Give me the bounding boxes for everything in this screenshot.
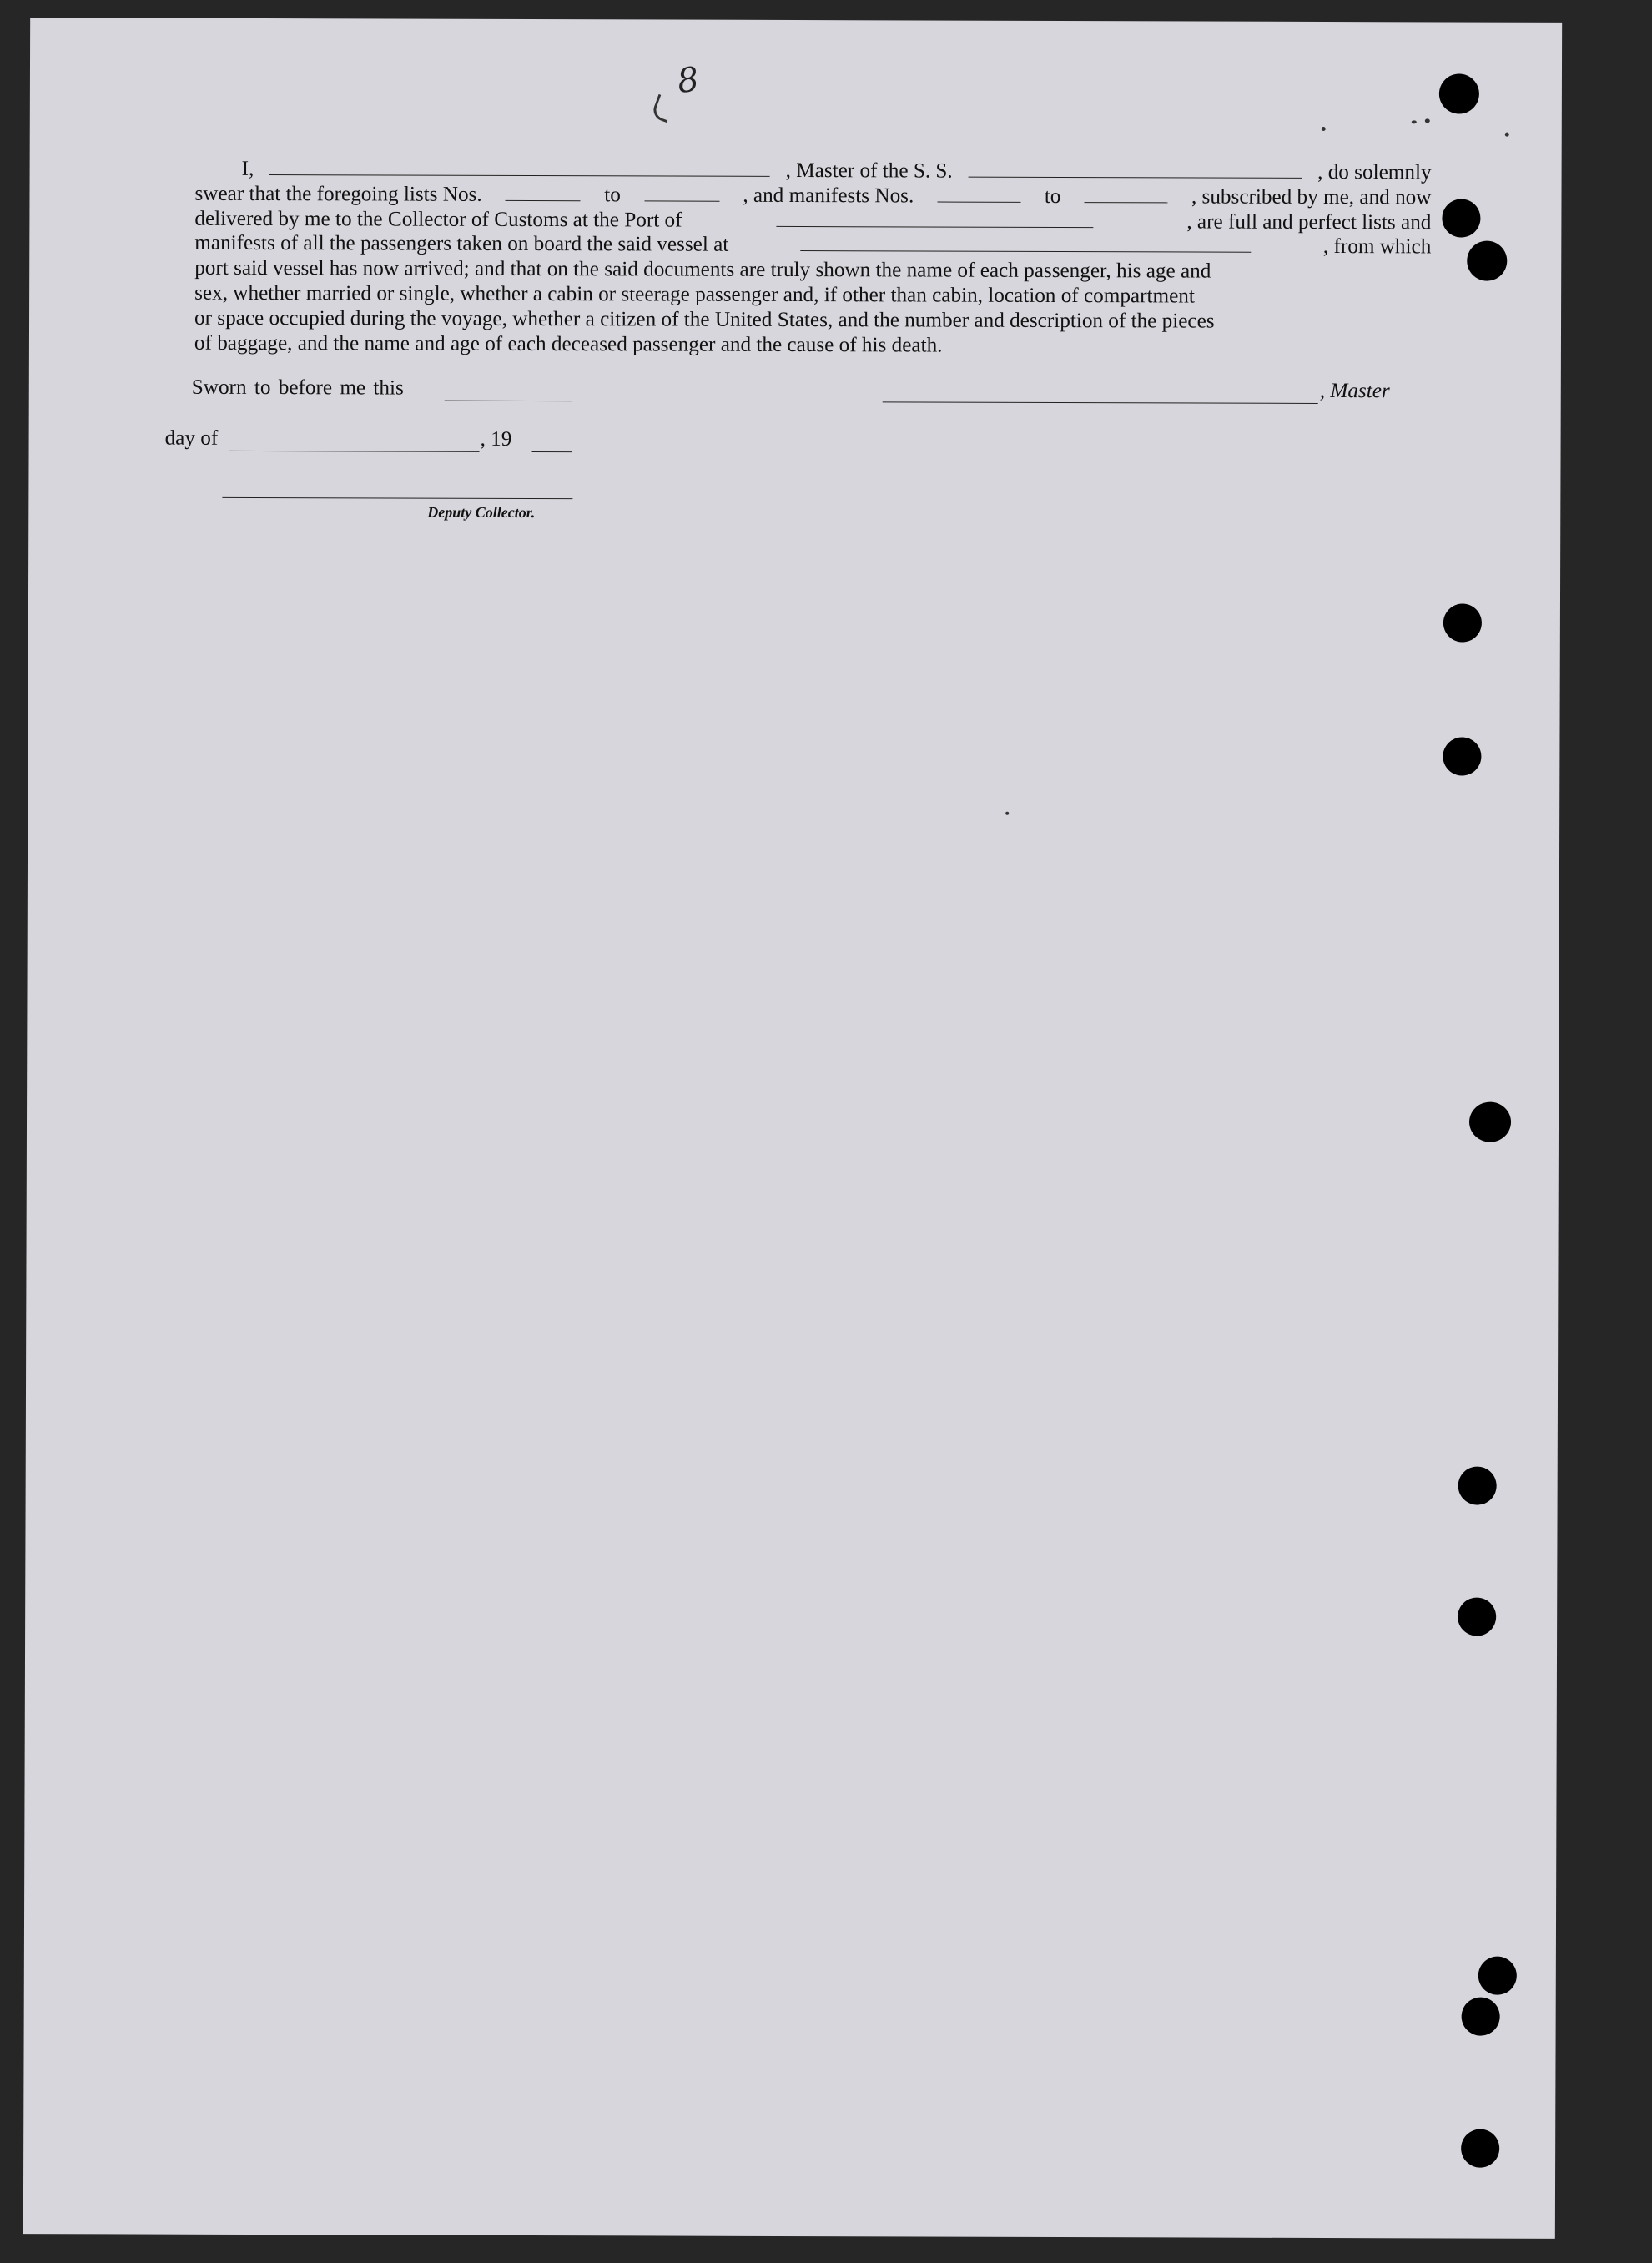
master-suffix: , Master bbox=[1319, 379, 1390, 403]
speck bbox=[1322, 127, 1326, 131]
speck bbox=[1412, 120, 1417, 123]
oath-line bbox=[195, 157, 1432, 185]
document-page bbox=[23, 18, 1562, 2239]
departure-port-field bbox=[801, 250, 1252, 253]
port-field bbox=[776, 226, 1093, 228]
handwritten-stroke bbox=[650, 94, 675, 123]
oath-text: delivered by me to the Collector of Customs at the Port of bbox=[194, 207, 682, 232]
oath-text: , are full and perfect lists and bbox=[1186, 210, 1432, 234]
oath-text: of baggage, and the name and age of each deceased passenger and the cause of his death. bbox=[194, 331, 943, 357]
punch-hole bbox=[1439, 73, 1479, 113]
punch-hole bbox=[1443, 737, 1481, 775]
master-name-field bbox=[269, 174, 770, 177]
oath-line bbox=[194, 306, 1431, 335]
year-field bbox=[532, 451, 572, 452]
oath-text: to bbox=[1044, 184, 1061, 208]
master-signature-field bbox=[883, 401, 1318, 404]
oath-line bbox=[194, 182, 1431, 210]
oath-text: , from which bbox=[1322, 235, 1432, 259]
day-of-label: day of bbox=[164, 426, 219, 450]
master-label bbox=[1320, 380, 1390, 403]
oath-line bbox=[194, 206, 1431, 234]
oath-text: , do solemnly bbox=[1317, 160, 1432, 184]
day-field bbox=[229, 451, 480, 452]
oath-text: or space occupied during the voyage, whether a citizen of the United States, and the number and description of the pieces bbox=[194, 306, 1215, 333]
punch-hole bbox=[1442, 199, 1480, 237]
punch-hole bbox=[1478, 1957, 1517, 1995]
oath-text: , Master of the S. S. bbox=[785, 159, 953, 183]
oath-text: port said vessel has now arrived; and that on the said documents are truly shown the name of each passenger, his age and bbox=[194, 256, 1211, 283]
oath-line bbox=[194, 330, 1431, 359]
oath-text: swear that the foregoing lists Nos. bbox=[194, 182, 482, 206]
manifest-to-field bbox=[1085, 202, 1168, 203]
punch-hole bbox=[1461, 2129, 1499, 2168]
speck bbox=[1425, 118, 1430, 123]
oath-text: , and manifests Nos. bbox=[743, 184, 914, 208]
punch-hole bbox=[1458, 1467, 1497, 1505]
handwritten-mark: 8 bbox=[674, 60, 702, 102]
punch-hole bbox=[1443, 603, 1482, 642]
oath-line bbox=[194, 256, 1431, 285]
oath-text: manifests of all the passengers taken on board the said vessel at bbox=[194, 232, 729, 257]
year-prefix: , 19 bbox=[480, 427, 512, 451]
list-to-field bbox=[644, 200, 719, 201]
deputy-signature-field bbox=[222, 497, 572, 499]
oath-text: to bbox=[604, 184, 621, 207]
speck bbox=[1505, 133, 1509, 137]
list-from-field bbox=[506, 200, 581, 201]
deputy-collector-label: Deputy Collector. bbox=[427, 503, 536, 522]
speck bbox=[1005, 812, 1009, 815]
ship-name-field bbox=[968, 177, 1302, 179]
oath-line bbox=[194, 231, 1431, 260]
sworn-label: Sworn to before me this bbox=[191, 375, 404, 400]
manifest-from-field bbox=[938, 201, 1021, 202]
oath-text: I, bbox=[241, 157, 254, 180]
oath-line bbox=[194, 281, 1431, 310]
punch-hole bbox=[1458, 1598, 1496, 1636]
oath-text: sex, whether married or single, whether a cabin or steerage passenger and, if other than cabin, location of compartment bbox=[194, 281, 1195, 308]
punch-hole bbox=[1469, 1102, 1511, 1142]
punch-hole bbox=[1462, 1998, 1500, 2036]
punch-hole bbox=[1467, 241, 1507, 281]
oath-text: , subscribed by me, and now bbox=[1191, 185, 1432, 209]
oath-paragraph bbox=[194, 157, 1432, 360]
